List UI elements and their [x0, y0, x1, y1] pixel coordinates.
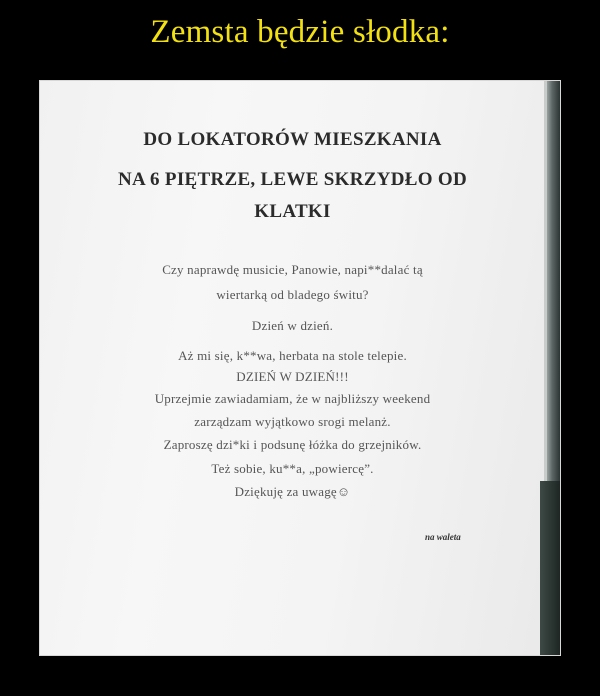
- notice-body-line: wiertarką od bladego świtu?: [216, 287, 369, 302]
- notice-body-line: Dzień w dzień.: [251, 318, 334, 333]
- notice-heading-line-1: DO LOKATORÓW MIESZKANIA: [143, 129, 442, 150]
- notice-body-line: DZIEŃ W DZIEŃ!!!: [236, 369, 349, 384]
- notice-body-line: Dziękuję za uwagę☺: [234, 484, 351, 499]
- meme-caption: Zemsta będzie słodka:: [150, 14, 450, 50]
- notice-body-line: Też sobie, ku**a, „powiercę”.: [211, 461, 374, 476]
- notice-heading-line-2: NA 6 PIĘTRZE, LEWE SKRZYDŁO OD: [118, 169, 467, 190]
- notice-signature: na waleta: [425, 532, 461, 542]
- notice-body-line: Czy naprawdę musicie, Panowie, napi**dalać tą: [162, 262, 423, 277]
- notice-body-line: zarządzam wyjątkowo srogi melanż.: [194, 414, 391, 429]
- notice-paper: [40, 81, 545, 655]
- notice-body-line: Aż mi się, k**wa, herbata na stole telepie.: [178, 348, 407, 363]
- notice-body-line: Zaproszę dzi*ki i podsunę łóżka do grzejników.: [163, 437, 422, 452]
- notice-body-line: Uprzejmie zawiadamiam, że w najbliższy weekend: [154, 391, 431, 406]
- notice-heading-line-3: KLATKI: [254, 201, 331, 222]
- photo-frame: [39, 80, 561, 656]
